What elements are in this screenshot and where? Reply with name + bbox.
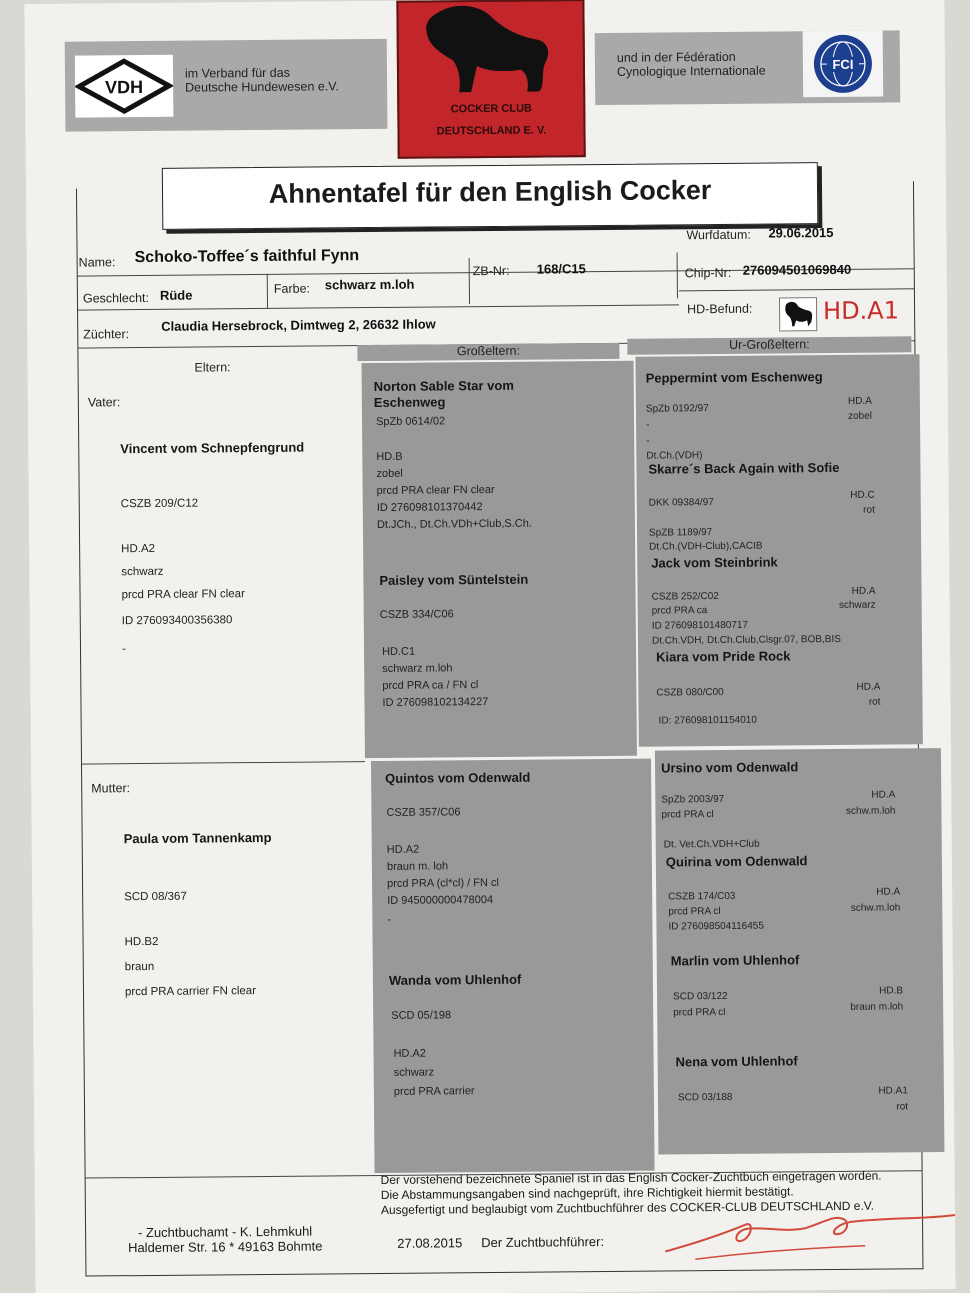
signature <box>655 1191 970 1264</box>
ggp2-color: rot <box>863 504 875 516</box>
sire-name: Vincent vom Schnepfengrund <box>120 439 305 457</box>
gp3-hd: HD.A2 <box>386 843 420 856</box>
ggp1-reg: SpZb 0192/97 <box>645 403 709 415</box>
fci-logo-text: FCI <box>832 56 854 72</box>
ggp6-color: schw.m.loh <box>850 902 901 914</box>
ggp3-reg: CSZB 252/C02 <box>651 591 719 603</box>
gp3-name: Quintos vom Odenwald <box>385 769 531 786</box>
ggp3-id: ID 276098101480717 <box>651 619 749 632</box>
fci-text-line1: und in der Fédération <box>616 49 736 65</box>
ggp1-dash2: - <box>646 435 650 447</box>
vdh-diamond-icon <box>75 55 174 118</box>
ggp6-reg: CSZB 174/C03 <box>668 890 736 903</box>
fci-globe-icon <box>803 31 884 98</box>
gp1-reg: SpZb 0614/02 <box>375 415 446 428</box>
dam-color: braun <box>124 960 155 974</box>
gp2-id: ID 276098102134227 <box>382 696 489 709</box>
col-head-greatgrandparents: Ur-Großeltern: <box>729 337 810 352</box>
ggp5-name: Ursino vom Odenwald <box>661 759 799 776</box>
ggp6-prcd: prcd PRA cl <box>668 905 721 918</box>
chip-number: 276094501069840 <box>742 261 852 278</box>
ggp7-prcd: prcd PRA cl <box>673 1006 726 1019</box>
hd-result: HD.A1 <box>822 296 900 326</box>
gp1-hd: HD.B <box>376 450 403 463</box>
vdh-logo <box>75 55 174 118</box>
title-banner <box>162 162 819 230</box>
gp3-id: ID 945000000478004 <box>387 893 494 907</box>
ggp4-id: ID: 276098101154010 <box>658 714 757 727</box>
gp2-name: Paisley vom Süntelstein <box>379 571 529 588</box>
ggp1-color: zobel <box>848 410 873 422</box>
ggp1-name: Peppermint vom Eschenweg <box>645 369 823 386</box>
club-text-line2: DEUTSCHLAND E. V. <box>436 124 547 138</box>
ggp8-color: rot <box>896 1101 909 1113</box>
sire-prcd: prcd PRA clear FN clear <box>121 588 245 602</box>
dog-silhouette-icon <box>780 298 816 330</box>
vdh-text-line1: im Verband für das <box>184 65 290 81</box>
color-label: Farbe: <box>273 281 311 296</box>
dam-reg: SCD 08/367 <box>124 890 187 904</box>
gp2-hd: HD.C1 <box>381 645 416 658</box>
ggp2-reg: DKK 09384/97 <box>648 497 714 509</box>
gp4-hd: HD.A2 <box>393 1047 427 1060</box>
sire-color: schwarz <box>121 565 164 579</box>
gp3-color: braun m. loh <box>386 860 449 873</box>
gp2-color: schwarz m.loh <box>382 662 453 675</box>
ggp4-name: Kiara vom Pride Rock <box>656 648 791 665</box>
gp4-color: schwarz <box>393 1066 435 1079</box>
gp3-prcd: prcd PRA (cl*cl) / FN cl <box>387 876 499 890</box>
gp4-name: Wanda vom Uhlenhof <box>388 971 522 988</box>
dog-name: Schoko-Toffee´s faithful Fynn <box>134 247 360 267</box>
vdh-text <box>185 65 339 94</box>
name-label: Name: <box>78 255 116 270</box>
gp2-reg: CSZB 334/C06 <box>379 608 454 621</box>
dam-prcd: prcd PRA carrier FN clear <box>124 985 257 999</box>
sire-id: ID 276093400356380 <box>121 614 233 628</box>
col-head-grandparents-bg <box>357 343 619 361</box>
vdh-text-line2: Deutsche Hundewesen e.V. <box>185 79 339 95</box>
dam-hd: HD.B2 <box>124 935 159 949</box>
dog-sex: Rüde <box>159 287 193 303</box>
club-logo <box>396 0 585 159</box>
ggp3-prcd: prcd PRA ca <box>651 605 708 617</box>
certification-line2: Die Abstammungsangaben sind nachgeprüft, ihre Richtigkeit hiermit bestätigt. <box>380 1184 794 1202</box>
ggp5-titles: Dt. Vet.Ch.VDH+Club <box>663 838 760 851</box>
birth-label: Wurfdatum: <box>686 227 751 243</box>
dam-label: Mutter: <box>91 781 131 796</box>
ggp5-color: schw.m.loh <box>845 805 896 817</box>
ggp7-reg: SCD 03/122 <box>673 990 728 1003</box>
hd-label: HD-Befund: <box>687 301 753 317</box>
ggp5-reg: SpZb 2003/97 <box>661 793 725 806</box>
ggp1-titles: Dt.Ch.(VDH) <box>646 450 703 462</box>
zb-number: 168/C15 <box>536 261 586 277</box>
sire-reg: CSZB 209/C12 <box>120 497 199 511</box>
chip-label: Chip-Nr: <box>684 265 732 281</box>
gp1-prcd: prcd PRA clear FN clear <box>376 483 495 497</box>
vdh-logo-text: VDH <box>105 77 144 98</box>
ggp7-name: Marlin vom Uhlenhof <box>670 952 800 969</box>
ggp4-color: rot <box>868 696 881 708</box>
gp3-reg: CSZB 357/C06 <box>386 806 461 819</box>
ggp6-hd: HD.A <box>876 886 901 898</box>
ggp2-hd: HD.C <box>850 489 875 501</box>
dam-name: Paula vom Tannenkamp <box>123 829 272 847</box>
breeder: Claudia Hersebrock, Dimtweg 2, 26632 Ihlow <box>161 316 436 334</box>
ggp3-color: schwarz <box>838 599 876 611</box>
col-head-grandparents: Großeltern: <box>456 343 521 359</box>
ggp2-reg2: SpZB 1189/97 <box>648 527 713 539</box>
fci-logo <box>803 31 884 98</box>
ggp4-reg: CSZB 080/C00 <box>656 686 724 699</box>
gp1-id: ID 276098101370442 <box>376 501 483 514</box>
zb-label: ZB-Nr: <box>472 263 510 279</box>
gp1-name: Norton Sable Star vom Eschenweg <box>373 377 514 411</box>
dog-color: schwarz m.loh <box>324 276 415 293</box>
gp1-color: zobel <box>376 467 403 480</box>
pedigree-paper <box>24 0 955 1293</box>
office-line1: - Zuchtbuchamt - K. Lehmkuhl <box>137 1223 313 1241</box>
club-text-line1: COCKER CLUB <box>450 102 533 116</box>
ggp2-titles: Dt.Ch.(VDH-Club),CACIB <box>649 540 763 553</box>
page-title: Ahnentafel für den English Cocker <box>268 175 712 209</box>
ggp5-hd: HD.A <box>871 789 896 801</box>
fci-text-line2: Cynologique Internationale <box>616 63 766 79</box>
certification-line1: Der vorstehend bezeichnete Spaniel ist in das English Cocker-Zuchtbuch eingetragen worden. <box>380 1168 882 1187</box>
ggp1-dash1: - <box>646 419 650 431</box>
ggp6-name: Quirina vom Odenwald <box>665 853 808 870</box>
ggp6-id: ID 276098504116455 <box>668 920 764 933</box>
signer-label: Der Zuchtbuchführer: <box>481 1234 605 1251</box>
sex-label: Geschlecht: <box>82 290 150 306</box>
breeder-label: Züchter: <box>83 327 130 342</box>
office-line2: Haldemer Str. 16 * 49163 Bohmte <box>127 1238 323 1256</box>
ggp2-name: Skarre´s Back Again with Sofie <box>648 459 840 477</box>
ggp7-color: braun m.loh <box>850 1001 904 1013</box>
birth-date: 29.06.2015 <box>768 224 834 241</box>
gp3-dash: - <box>387 913 392 926</box>
ggp4-hd: HD.A <box>856 681 881 693</box>
hd-dog-stamp <box>779 297 817 331</box>
ggp1-hd: HD.A <box>847 395 872 407</box>
gp4-prcd: prcd PRA carrier <box>393 1085 475 1098</box>
fci-text <box>617 50 766 79</box>
ggp3-titles: Dt.Ch.VDH, Dt.Ch.Club,Clsgr.07, BOB,BIS <box>651 633 841 647</box>
gp2-prcd: prcd PRA ca / FN cl <box>382 679 479 692</box>
col-head-parents: Eltern: <box>194 360 231 375</box>
grandparents-panel-dam <box>371 759 655 1173</box>
ggp5-prcd: prcd PRA cl <box>661 809 714 821</box>
certification-line3: Ausgefertigt und beglaubigt vom Zuchtbuchführer des COCKER-CLUB DEUTSCHLAND e.V. <box>380 1198 875 1217</box>
ggp8-hd: HD.A1 <box>878 1085 908 1097</box>
stud-book-office <box>95 1223 355 1255</box>
ggp8-reg: SCD 03/188 <box>677 1091 733 1104</box>
col-head-greatgrandparents-bg <box>627 336 911 354</box>
issue-date: 27.08.2015 <box>397 1235 463 1251</box>
gp1-titles: Dt.JCh., Dt.Ch.VDh+Club,S.Ch. <box>376 517 532 531</box>
gp4-reg: SCD 05/198 <box>391 1009 452 1022</box>
ggp3-hd: HD.A <box>851 585 876 597</box>
sire-dash: - <box>121 643 126 656</box>
ggp3-name: Jack vom Steinbrink <box>651 554 778 571</box>
ggp7-hd: HD.B <box>879 985 904 997</box>
sire-hd: HD.A2 <box>121 542 156 556</box>
cocker-dog-icon <box>398 1 583 99</box>
sire-label: Vater: <box>87 395 121 410</box>
ggp8-name: Nena vom Uhlenhof <box>675 1053 798 1070</box>
